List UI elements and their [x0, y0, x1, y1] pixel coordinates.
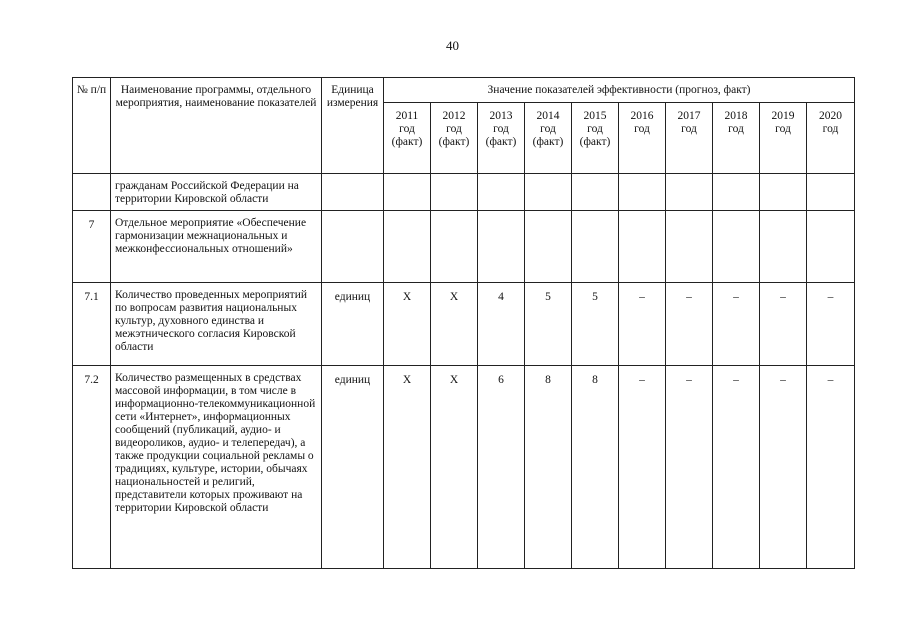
row-value-2019 — [760, 174, 807, 211]
header-year-2015 — [572, 103, 619, 174]
row-value-2016 — [619, 211, 666, 283]
header-year-l1: год — [822, 123, 839, 135]
header-year-2019 — [760, 103, 807, 174]
row-value-2016: – — [619, 283, 666, 366]
row-value-2017 — [666, 211, 713, 283]
row-value-2016: – — [619, 366, 666, 569]
header-year-year: 2011 — [395, 110, 419, 122]
row-value-2014: 5 — [525, 283, 572, 366]
row-value-2017: – — [666, 283, 713, 366]
page-number: 40 — [446, 38, 459, 53]
header-year-year: 2015 — [583, 110, 607, 122]
header-year-l2: (факт) — [532, 136, 564, 148]
row-value-2013: 4 — [478, 283, 525, 366]
header-year-2014 — [525, 103, 572, 174]
row-value-2015: 8 — [572, 366, 619, 569]
table-row — [73, 283, 855, 366]
header-year-l1: год — [540, 123, 556, 135]
header-year-year: 2020 — [819, 110, 843, 122]
header-year-2011 — [384, 103, 431, 174]
table-row — [73, 211, 855, 283]
row-value-2012 — [431, 211, 478, 283]
row-unit — [322, 174, 384, 211]
header-year-l1: год — [399, 123, 415, 135]
header-year-l1: год — [728, 123, 744, 135]
header-year-year: 2017 — [677, 110, 701, 122]
row-value-2019 — [760, 211, 807, 283]
row-value-2020 — [807, 211, 855, 283]
header-year-l2: (факт) — [579, 136, 611, 148]
header-year-2020 — [807, 103, 855, 174]
row-value-2020: – — [807, 283, 855, 366]
header-year-l1: год — [634, 123, 650, 135]
row-value-2015: 5 — [572, 283, 619, 366]
header-year-2012 — [431, 103, 478, 174]
header-year-l2: (факт) — [485, 136, 517, 148]
row-value-2011: X — [384, 366, 431, 569]
header-row-top — [73, 78, 855, 103]
row-value-2019: – — [760, 366, 807, 569]
row-value-2012: X — [431, 366, 478, 569]
row-value-2018 — [713, 174, 760, 211]
table-row — [73, 174, 855, 211]
row-value-2015 — [572, 174, 619, 211]
row-number — [73, 174, 111, 211]
row-value-2014: 8 — [525, 366, 572, 569]
header-unit: Единица измерения — [322, 78, 384, 174]
header-year-l1: год — [681, 123, 697, 135]
row-value-2014 — [525, 211, 572, 283]
row-unit — [322, 211, 384, 283]
row-name: Количество проведенных мероприятий по вопросам развития национальных культур, духовного единства и межэтнического согласия Кировской области — [111, 283, 322, 366]
row-value-2017: – — [666, 366, 713, 569]
row-number: 7 — [73, 211, 111, 283]
row-value-2018 — [713, 211, 760, 283]
row-value-2012 — [431, 174, 478, 211]
row-unit: единиц — [322, 366, 384, 569]
header-year-l2: (факт) — [438, 136, 470, 148]
row-value-2020: – — [807, 366, 855, 569]
header-year-2017 — [666, 103, 713, 174]
table-body — [73, 174, 855, 569]
row-value-2011 — [384, 211, 431, 283]
header-year-year: 2013 — [489, 110, 513, 122]
header-values: Значение показателей эффективности (прогноз, факт) — [384, 78, 855, 103]
row-number: 7.2 — [73, 366, 111, 569]
header-year-l1: год — [775, 123, 791, 135]
header-year-2013 — [478, 103, 525, 174]
header-year-l1: год — [587, 123, 603, 135]
row-value-2011: X — [384, 283, 431, 366]
header-year-l2: (факт) — [391, 136, 423, 148]
header-name: Наименование программы, отдельного мероприятия, наименование показателей — [111, 78, 322, 174]
row-name: гражданам Российской Федерации на территории Кировской области — [111, 174, 322, 211]
header-year-2018 — [713, 103, 760, 174]
indicators-table — [72, 77, 855, 569]
row-name: Отдельное мероприятие «Обеспечение гармонизации межнациональных и межконфессиональных отношений» — [111, 211, 322, 283]
row-name: Количество размещенных в средствах массовой информации, в том числе в информационно-телекоммуникационной сети «Интернет», информационных сообщений (публикаций, аудио- и видеороликов, аудио- и телепередач), а также продукции социальной рекламы о традициях, культуре, истории, обычаях национальностей и религий, представители которых проживают на территории Кировской области — [111, 366, 322, 569]
row-value-2016 — [619, 174, 666, 211]
row-value-2011 — [384, 174, 431, 211]
header-year-l1: год — [493, 123, 509, 135]
row-value-2020 — [807, 174, 855, 211]
row-value-2018: – — [713, 283, 760, 366]
header-year-l1: год — [446, 123, 462, 135]
row-value-2013: 6 — [478, 366, 525, 569]
table-row — [73, 366, 855, 569]
header-year-year: 2018 — [724, 110, 748, 122]
row-value-2013 — [478, 211, 525, 283]
row-unit: единиц — [322, 283, 384, 366]
row-value-2014 — [525, 174, 572, 211]
header-number: № п/п — [73, 78, 111, 174]
header-year-year: 2012 — [442, 110, 466, 122]
row-number: 7.1 — [73, 283, 111, 366]
header-year-year: 2014 — [536, 110, 560, 122]
row-value-2015 — [572, 211, 619, 283]
row-value-2012: X — [431, 283, 478, 366]
row-value-2019: – — [760, 283, 807, 366]
header-year-year: 2019 — [771, 110, 795, 122]
row-value-2013 — [478, 174, 525, 211]
row-value-2018: – — [713, 366, 760, 569]
header-year-year: 2016 — [630, 110, 654, 122]
row-value-2017 — [666, 174, 713, 211]
header-year-2016 — [619, 103, 666, 174]
